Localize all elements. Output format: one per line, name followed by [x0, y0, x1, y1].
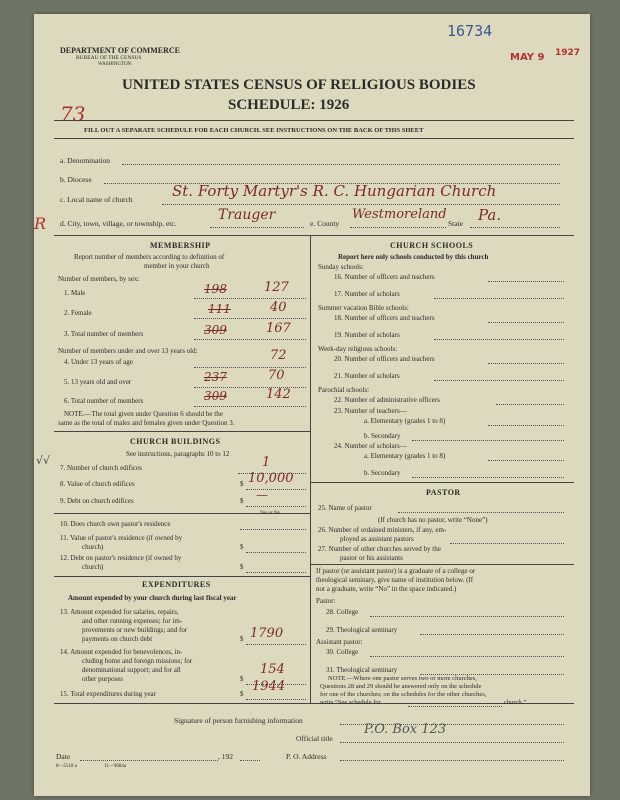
bureau-city: WASHINGTON — [98, 62, 132, 67]
graduate-instruction-3: not a graduate, write “No” in the space indicated.) — [316, 585, 457, 593]
q24a-label: a. Elementary (grades 1 to 8) — [364, 452, 446, 460]
q27-label: 27. Number of other churches served by the — [318, 545, 441, 553]
signature-label: Signature of person furnishing information — [174, 716, 303, 725]
official-title-field[interactable] — [340, 742, 564, 743]
q12-field[interactable] — [246, 572, 306, 573]
date-year: , 192 — [218, 752, 233, 761]
q1-male-field[interactable] — [194, 298, 306, 299]
q15-field[interactable] — [246, 699, 306, 700]
q12-label: 12. Debt on pastor's residence (if owned by — [60, 554, 182, 562]
q14-dollar: $ — [240, 675, 244, 683]
side-check-mark: √√ — [36, 454, 51, 467]
q4-value: 72 — [270, 348, 287, 363]
q12-label-2: church) — [82, 563, 104, 571]
see-schedule-field[interactable] — [408, 706, 502, 707]
q11-field[interactable] — [246, 552, 306, 553]
q23b-field[interactable] — [412, 440, 564, 441]
assistant-pastor-label: Assistant pastor: — [316, 638, 363, 646]
q1-value-crossed: 198 — [204, 282, 227, 296]
department-title: DEPARTMENT OF COMMERCE — [60, 46, 181, 55]
q7-value: 1 — [262, 455, 271, 470]
q16-label: 16. Number of officers and teachers — [334, 273, 435, 281]
pastor-note-3: for one of the churches; on the schedules for the other churches, — [320, 691, 487, 698]
q9-label: 9. Debt on church edifices — [60, 497, 134, 505]
q10-hint: Yes or No — [260, 511, 281, 516]
q13-label-2: and other running expenses; for im- — [82, 617, 183, 625]
schools-intro: Report here only schools conducted by this church — [338, 253, 489, 261]
q25-label: 25. Name of pastor — [318, 504, 372, 512]
q4-under13-label: 4. Under 13 years of age — [64, 358, 133, 366]
q22-label: 22. Number of administrative officers — [334, 396, 440, 404]
q23a-field[interactable] — [488, 425, 564, 426]
q23b-label: b. Secondary — [364, 432, 401, 440]
q6-total-field[interactable] — [194, 406, 306, 407]
pastor-note-2: Questions 28 and 29 should be answered only on the schedule — [320, 683, 482, 690]
q3-total-label: 3. Total number of members — [64, 330, 144, 338]
q22-field[interactable] — [496, 404, 564, 405]
pastor-note: NOTE.—Where one pastor serves two or more churches, — [328, 675, 477, 682]
pastor-heading: PASTOR — [426, 488, 461, 497]
expenditures-intro: Amount expended by your church during last fiscal year — [68, 594, 237, 602]
bureau-title: BUREAU OF THE CENSUS — [76, 55, 142, 61]
membership-note-2: same as the total of males and females given under Question 3. — [58, 419, 235, 427]
state-label: State — [448, 219, 463, 228]
denomination-field[interactable] — [122, 164, 560, 165]
q31-label: 31. Theological seminary — [326, 666, 398, 674]
county-label: e. County — [310, 219, 340, 228]
margin-mark: R — [34, 214, 47, 233]
q17-field[interactable] — [434, 298, 564, 299]
q9-field[interactable] — [246, 506, 306, 507]
form-code-2: 11—9684a — [104, 764, 127, 769]
county-field[interactable] — [350, 227, 446, 228]
q26-label-2: ployed as assistant pastors — [340, 535, 414, 543]
q3-value-crossed: 309 — [204, 323, 227, 337]
date-year-field[interactable] — [240, 760, 260, 761]
q26-label: 26. Number of ordained ministers, if any, em- — [318, 526, 447, 534]
schools-heading: CHURCH SCHOOLS — [390, 241, 474, 250]
q3-total-field[interactable] — [194, 339, 306, 340]
sunday-schools-label: Sunday schools: — [318, 263, 364, 271]
q28-label: 28. College — [326, 608, 359, 616]
official-title-value: P.O. Box 123 — [364, 722, 447, 737]
membership-intro: Report number of members according to definition of — [74, 253, 225, 261]
q14-label: 14. Amount expended for benevolences, in- — [60, 648, 183, 656]
q7-label: 7. Number of church edifices — [60, 464, 142, 472]
q23-label: 23. Number of teachers— — [334, 407, 407, 415]
q2-value: 40 — [270, 300, 287, 315]
state-field[interactable] — [470, 227, 560, 228]
date-field[interactable] — [80, 760, 218, 761]
q5-over13-label: 5. 13 years old and over — [64, 378, 132, 386]
summer-schools-label: Summer vacation Bible schools: — [318, 304, 409, 312]
q18-field[interactable] — [488, 322, 564, 323]
q12-dollar: $ — [240, 563, 244, 571]
q29-field[interactable] — [420, 634, 564, 635]
q2-female-label: 2. Female — [64, 309, 92, 317]
q10-field[interactable] — [240, 529, 306, 530]
q9-value: — — [256, 488, 268, 502]
date-label: Date — [56, 752, 71, 761]
pastor-label: Pastor: — [316, 597, 336, 605]
county-value: Westmoreland — [352, 207, 447, 222]
q11-label-2: church) — [82, 543, 104, 551]
city-label: d. City, town, village, or township, etc. — [60, 219, 177, 228]
q27-label-2: pastor or his assistants — [340, 554, 403, 562]
q5-value-crossed: 237 — [204, 370, 227, 384]
membership-note: NOTE.—The total given under Question 6 should be the — [64, 410, 223, 418]
received-stamp-date: MAY 9 — [510, 52, 545, 63]
q13-field[interactable] — [246, 644, 306, 645]
buildings-intro: See instructions, paragraphs 10 to 12 — [126, 450, 230, 458]
q25-field[interactable] — [398, 512, 564, 513]
q26-field[interactable] — [450, 543, 564, 544]
city-value: Trauger — [218, 207, 276, 223]
form-title: UNITED STATES CENSUS OF RELIGIOUS BODIES — [122, 77, 476, 93]
q30-field[interactable] — [370, 656, 564, 657]
q13-label-4: payments on church debt — [82, 635, 153, 643]
q1-male-label: 1. Male — [64, 289, 86, 297]
q16-field[interactable] — [488, 281, 564, 282]
q14-label-4: other purposes — [82, 675, 124, 683]
buildings-heading: CHURCH BUILDINGS — [130, 437, 221, 446]
q23a-label: a. Elementary (grades 1 to 8) — [364, 417, 446, 425]
q15-label: 15. Total expenditures during year — [60, 690, 156, 698]
q11-label: 11. Value of pastor's residence (if owned by — [60, 534, 183, 542]
graduate-instruction: If pastor (or assistant pastor) is a graduate of a college or — [316, 567, 476, 575]
q19-field[interactable] — [434, 339, 564, 340]
city-field[interactable] — [210, 227, 304, 228]
q19-label: 19. Number of scholars — [334, 331, 400, 339]
form-subtitle: SCHEDULE: 1926 — [228, 97, 350, 113]
q24b-label: b. Secondary — [364, 469, 401, 477]
q20-label: 20. Number of officers and teachers — [334, 355, 435, 363]
form-instruction: FILL OUT A SEPARATE SCHEDULE FOR EACH CHURCH. SEE INSTRUCTIONS ON THE BACK OF THIS SHEET — [84, 127, 424, 134]
q6-value: 142 — [266, 387, 291, 402]
state-value: Pa. — [478, 206, 502, 224]
q21-field[interactable] — [434, 380, 564, 381]
q15-dollar: $ — [240, 690, 244, 698]
expenditures-heading: EXPENDITURES — [142, 580, 211, 589]
q17-label: 17. Number of scholars — [334, 290, 400, 298]
q14-label-2: cluding home and foreign missions; for — [82, 657, 193, 665]
diocese-label: b. Diocese — [60, 175, 92, 184]
q2-value-crossed: 111 — [208, 302, 231, 316]
q25-hint: (If church has no pastor, write “None”) — [378, 516, 488, 524]
pastor-note-4: write “See schedule for — [320, 699, 381, 706]
q4-under13-field[interactable] — [194, 367, 306, 368]
q9-dollar: $ — [240, 497, 244, 505]
membership-intro-2: member in your church — [144, 262, 210, 270]
official-title-label: Official title — [296, 734, 333, 743]
q1-value: 127 — [264, 280, 289, 295]
q20-field[interactable] — [488, 363, 564, 364]
q8-value: 10,000 — [248, 471, 294, 486]
q6-total-label: 6. Total number of members — [64, 397, 144, 405]
q30-label: 30. College — [326, 648, 359, 656]
q24b-field[interactable] — [412, 477, 564, 478]
q18-label: 18. Number of officers and teachers — [334, 314, 435, 322]
q21-label: 21. Number of scholars — [334, 372, 400, 380]
q8-label: 8. Value of church edifices — [60, 480, 135, 488]
church-name-field[interactable] — [162, 204, 560, 205]
q13-label-3: provements or new buildings; and for — [82, 626, 188, 634]
census-schedule-page — [34, 14, 590, 796]
received-stamp-year: 1927 — [555, 48, 581, 58]
q28-field[interactable] — [370, 616, 564, 617]
q6-value-crossed: 309 — [204, 389, 227, 403]
q10-label: 10. Does church own pastor's residence — [60, 520, 171, 528]
q5-value: 70 — [268, 368, 285, 383]
serial-number: 16734 — [447, 22, 493, 40]
q2-female-field[interactable] — [194, 318, 306, 319]
q24a-field[interactable] — [488, 460, 564, 461]
q14-label-3: denominational support; and for all — [82, 666, 181, 674]
q14-value: 154 — [260, 662, 285, 677]
handwritten-number: 73 — [60, 102, 86, 126]
pastor-note-5: church.” — [504, 699, 527, 706]
po-address-field[interactable] — [340, 760, 564, 761]
q13-dollar: $ — [240, 635, 244, 643]
members-by-sex-label: Number of members, by sex: — [58, 275, 140, 283]
q15-value: 1944 — [252, 679, 286, 694]
membership-heading: MEMBERSHIP — [150, 241, 211, 250]
church-name-label: c. Local name of church — [60, 195, 133, 204]
q11-dollar: $ — [240, 543, 244, 551]
po-address-label: P. O. Address — [286, 752, 327, 761]
q8-field[interactable] — [246, 489, 306, 490]
denomination-label: a. Denomination — [60, 156, 110, 165]
q29-label: 29. Theological seminary — [326, 626, 398, 634]
weekday-schools-label: Week-day religious schools: — [318, 345, 398, 353]
graduate-instruction-2: theological seminary, give name of institution below. (If — [316, 576, 474, 584]
q24-label: 24. Number of scholars— — [334, 442, 407, 450]
age-intro-label: Number of members under and over 13 years old: — [58, 347, 198, 355]
parochial-schools-label: Parochial schools: — [318, 386, 370, 394]
church-name-value: St. Forty Martyr's R. C. Hungarian Church — [172, 182, 497, 200]
q3-value: 167 — [266, 321, 291, 336]
q8-dollar: $ — [240, 480, 244, 488]
form-code: 8—5518 a — [56, 764, 77, 769]
q13-value: 1790 — [250, 626, 284, 641]
q13-label: 13. Amount expended for salaries, repairs, — [60, 608, 179, 616]
